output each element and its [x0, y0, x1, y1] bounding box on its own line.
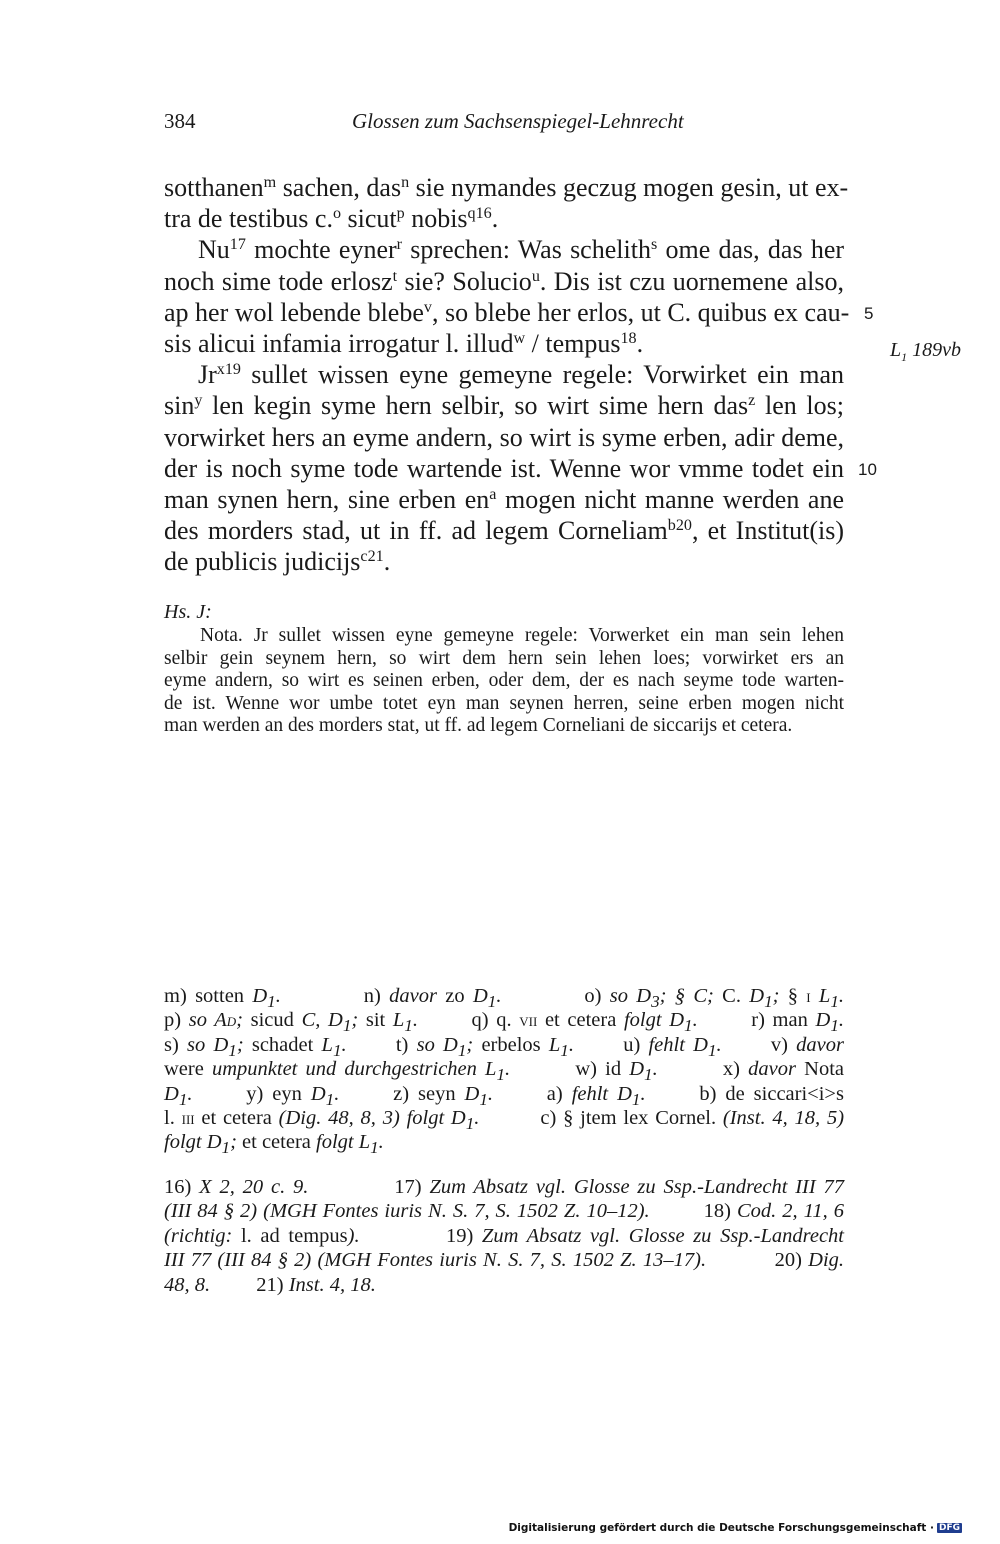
hs-line: de ist. Wenne wor umbe totet eyn man seynen herren, seine erben mogen nicht	[164, 692, 844, 714]
text-line: noch sime tode erlosz$^t$ sie? Solucio$^u$. Dis ist czu uornemene also,	[164, 266, 844, 296]
page-number: 384	[164, 109, 196, 133]
source-line: (III 84 § 2) (MGH Fontes iuris N. S. 7, S. 1502 Z. 10–12). 18) Cod. 2, 11, 6	[164, 1200, 845, 1223]
hs-line: eyme andern, so wirt es seinen erben, oder dem, der es nach seyme tode warten-	[164, 670, 844, 692]
hs-line: Nota. Jr sullet wissen eyne gemeyne regele: Vorwerket ein man sein lehen	[200, 625, 844, 646]
text-line: Nu$^{17}$ mochte eyner$^r$ sprechen: Was schelith$^s$ ome das, das her	[198, 235, 845, 265]
footer-text: Digitalisierung gefördert durch die Deutsche Forschungsgemeinschaft ·	[508, 1522, 934, 1534]
text-line: sis alicui infamia irrogatur l. illud$^w$ / tempus$^{18}$.	[164, 328, 644, 358]
text-line: $Jr^{x19}$ sullet wissen eyne gemeyne regele: Vorwirket ein man	[198, 360, 844, 390]
hs-j-label: Hs. J:	[164, 601, 212, 623]
marginal-note: $L_1$ 189vb	[890, 339, 962, 364]
apparatus-line: p) so Ad; sicud C, $D_1$; sit $L_1$. q) q. vii et cetera folgt $D_1$. r) man $D_1$.	[164, 1009, 844, 1036]
apparatus-line: l. iii et cetera (Dig. 48, 8, 3) folgt $D_1$. c) § jtem lex Cornel. (Inst. 4, 18, 5)	[164, 1106, 845, 1134]
running-title: Glossen zum Sachsenspiegel-Lehnrecht	[352, 109, 684, 133]
text-line: tra de testibus c.$^o$ sicut$^p$ nobis$^{q16}$.	[164, 204, 499, 234]
critical-apparatus	[164, 984, 845, 1158]
text-line: man synen hern, sine erben $en^a$ mogen nicht manne werden ane	[164, 484, 844, 514]
hs-line: man werden an des morders stat, ut ff. ad legem Corneliani de siccarijs et cetera.	[164, 715, 793, 737]
text-line: de publicis judicijs$^{c21}$.	[164, 547, 391, 577]
hs-line: selbir gein seynem hern, so wirt dem hern sein lehen loes; vorwirket ers an	[164, 647, 844, 669]
source-notes	[164, 1175, 844, 1297]
main-text	[164, 172, 850, 577]
source-line: III 77 (III 84 § 2) (MGH Fontes iuris N. S. 7, S. 1502 Z. 13–17). 20) Dig.	[164, 1249, 845, 1272]
apparatus-line: m) sotten $D_1$. n) davor zo $D_1$. o) so $D_3$; § C; C. $D_1$; § i $L_1$.	[164, 985, 844, 1012]
apparatus-line: $D_1$. y) eyn $D_1$. z) seyn $D_1$. a) fehlt $D_1$. b) de siccari<i>s	[164, 1082, 844, 1109]
hs-j-text	[164, 625, 844, 738]
line-number-5: 5	[864, 304, 874, 323]
source-line: 48, 8. 21) Inst. 4, 18.	[164, 1273, 376, 1296]
text-line: vorwirket hers an eyme andern, so wirt is syme erben, adir deme,	[164, 422, 844, 452]
apparatus-line: folgt $D_1$; et cetera folgt $L_1$.	[164, 1131, 384, 1158]
apparatus-line: s) so $D_1$; schadet $L_1$. t) so $D_1$; erbelos $L_1$. u) fehlt $D_1$. v) davor	[164, 1033, 844, 1060]
funding-footer	[509, 1522, 962, 1534]
dfg-logo: DFG	[938, 1523, 960, 1533]
text-line: sotthanen$^m$ sachen, das$^n$ sie nymandes geczug mogen gesin, ut ex-	[164, 173, 849, 202]
text-line: $\sin^y$ len kegin syme hern selbir, so wirt sime hern das$^z$ len los;	[164, 391, 844, 421]
source-line: 16) X 2, 20 c. 9. 17) Zum Absatz vgl. Glosse zu Ssp.-Landrecht III 77	[164, 1176, 845, 1198]
text-line: der is noch syme tode wartende ist. Wenne wor vmme todet ein	[164, 453, 844, 483]
line-number-10: 10	[858, 460, 877, 479]
text-line: ap her wol lebende blebe$^v$, so blebe her erlos, ut C. quibus ex cau-	[164, 297, 850, 327]
source-line: (richtig: l. ad tempus). 19) Zum Absatz vgl. Glosse zu Ssp.-Landrecht	[164, 1224, 845, 1247]
text-line: des morders stad, ut in ff. ad legem Corneliam$^{b20}$, et Institut(is)	[164, 516, 845, 546]
apparatus-line: were umpunktet und durchgestrichen $L_1$. w) id $D_1$. x) davor Nota	[164, 1058, 844, 1085]
